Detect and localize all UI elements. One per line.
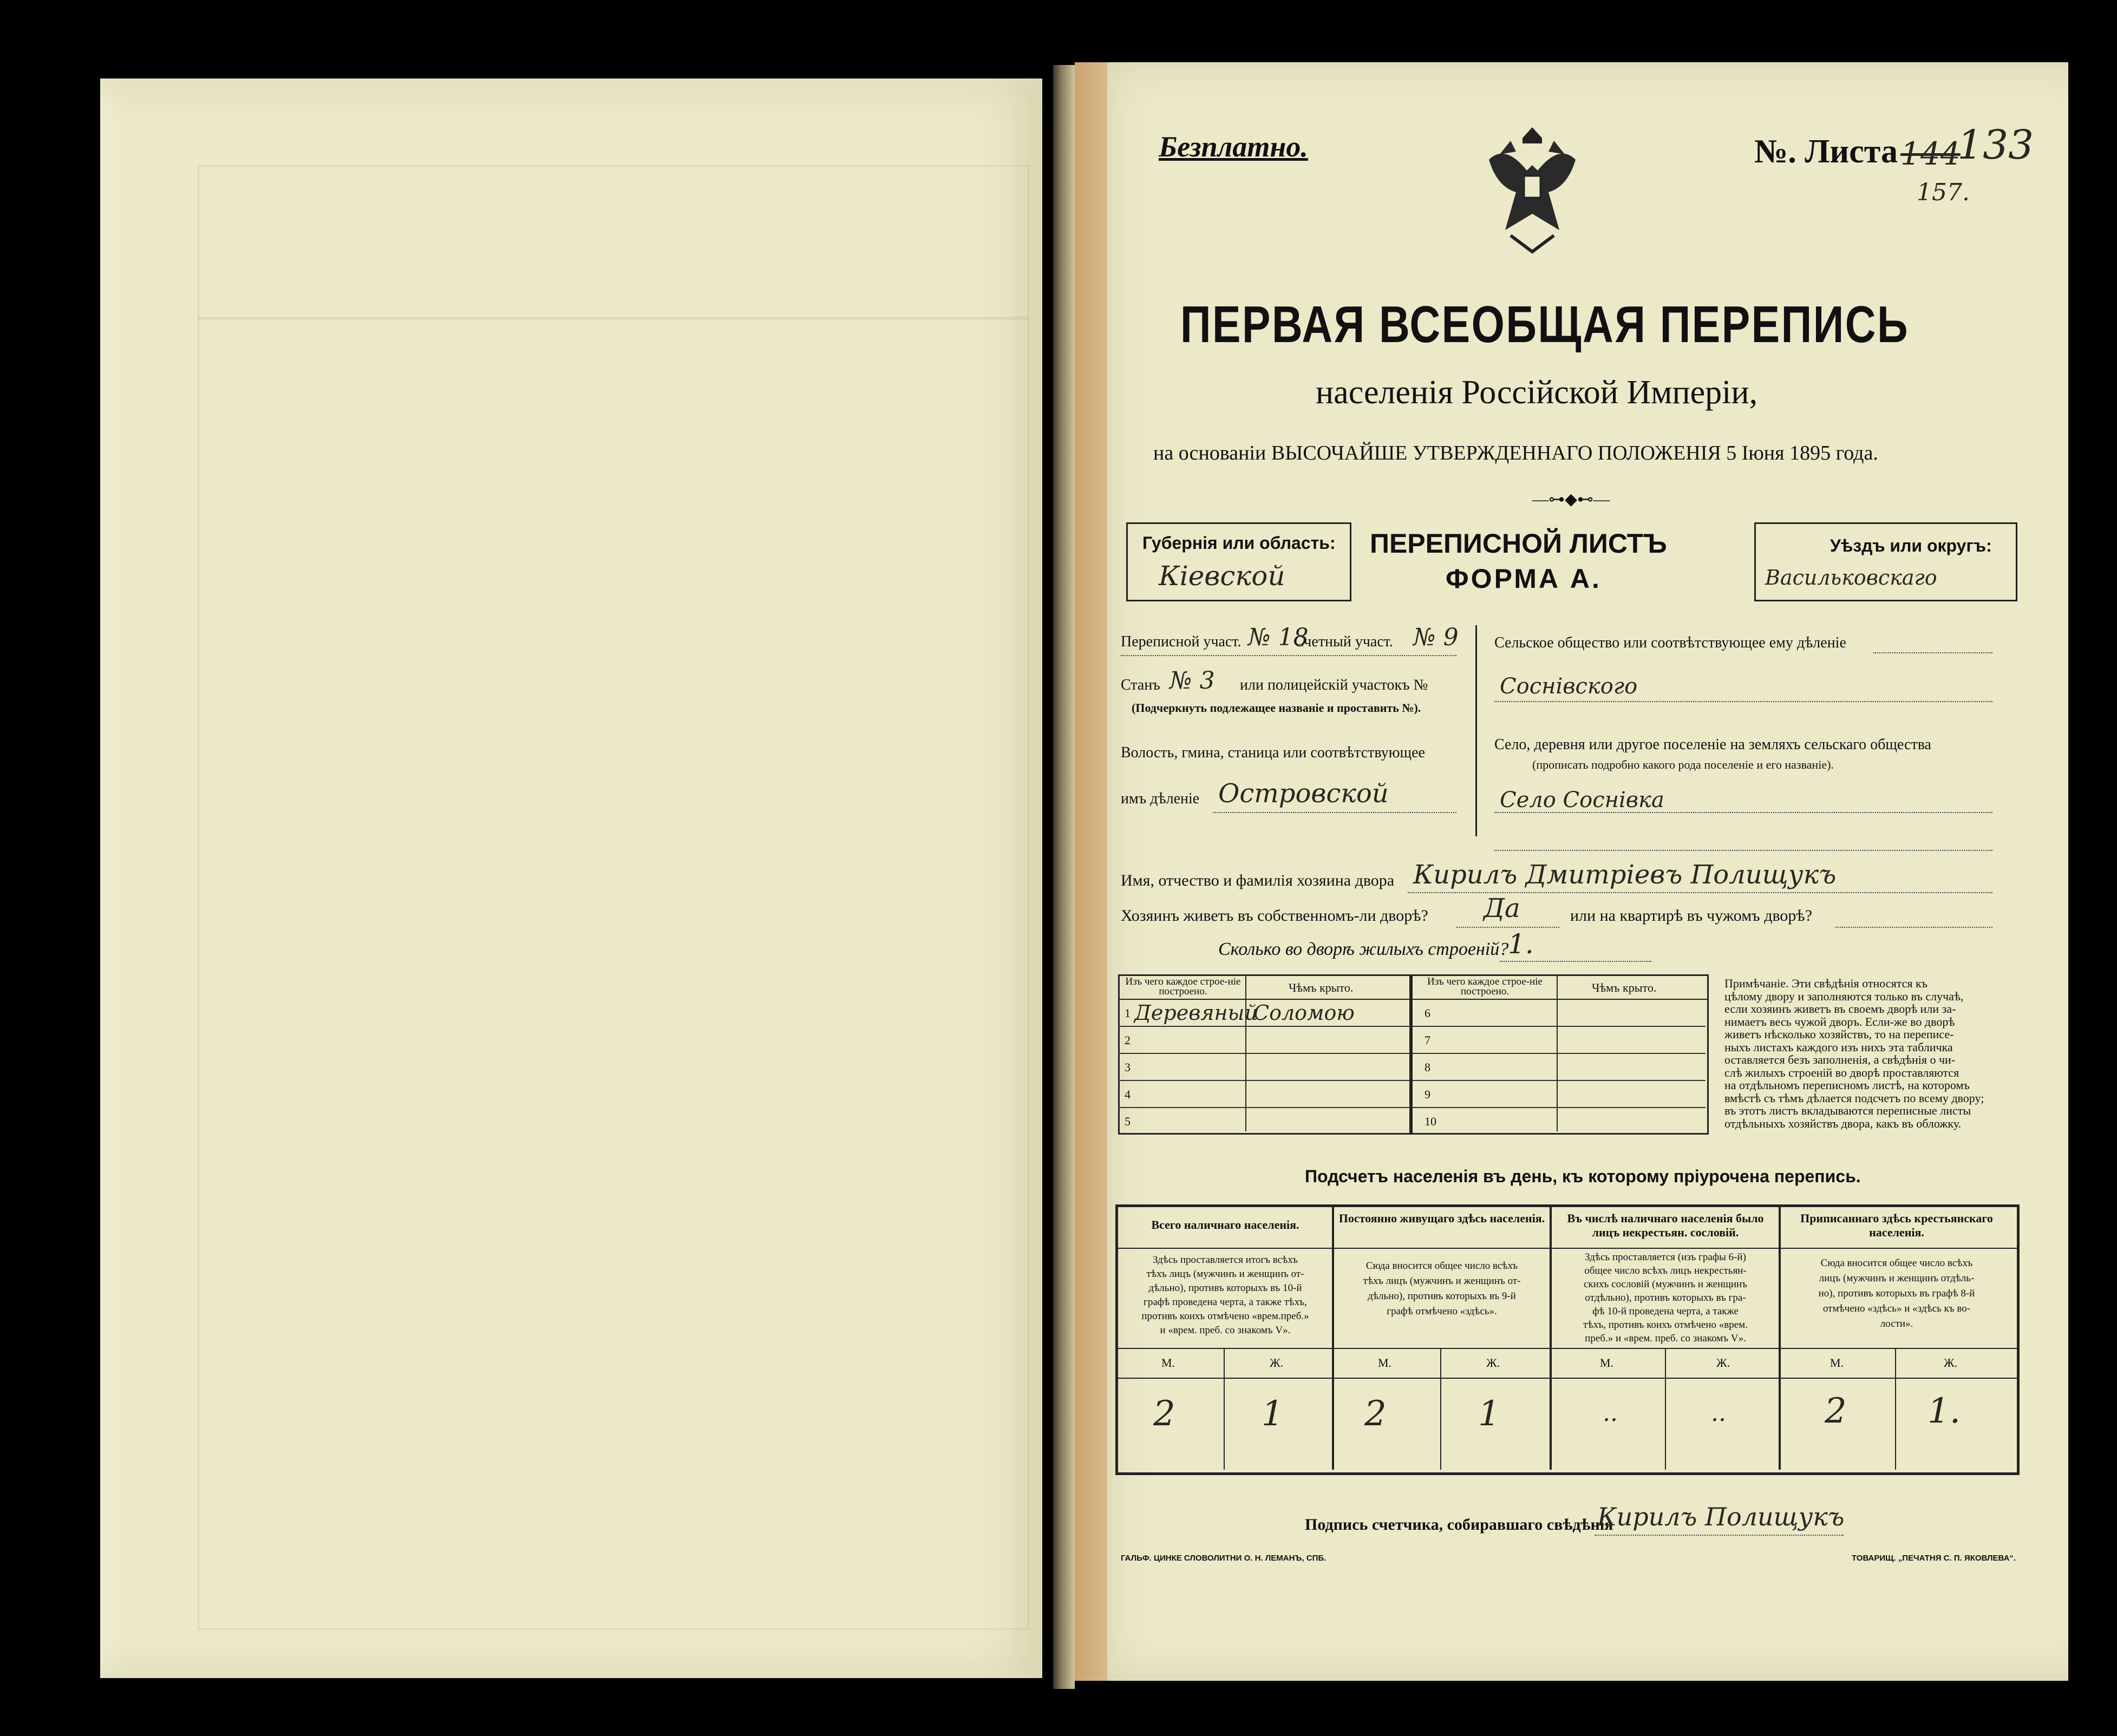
count-plot-label: Счетный участ. xyxy=(1294,633,1393,650)
form-title: ПЕРЕПИСНОЙ ЛИСТЪ xyxy=(1370,528,1667,559)
count-nonpeasant-m: .. xyxy=(1603,1399,1618,1427)
count-subdivider xyxy=(1895,1348,1896,1470)
count-divider xyxy=(1332,1204,1334,1470)
table-row xyxy=(1413,1081,1706,1108)
buildings-rows-left xyxy=(1118,1000,1410,1134)
own-yard-label: Хозяинъ живетъ въ собственномъ-ли дворѣ? xyxy=(1121,907,1428,925)
desc-line: графѣ проведена черта, а также тѣхъ, xyxy=(1144,1296,1307,1308)
count-desc-peasant xyxy=(1783,1256,2010,1332)
stan-number: № 3 xyxy=(1169,667,1215,695)
m-label: М. xyxy=(1830,1356,1844,1370)
village-value: Село Соснівка xyxy=(1500,788,1664,813)
census-plot-rule xyxy=(1121,655,1456,656)
uyezd-box xyxy=(1754,522,2017,601)
desc-line: противъ коихъ отмѣчено «врем.преб.» xyxy=(1141,1311,1309,1322)
desc-line: фѣ 10-й проведена черта, а также xyxy=(1592,1306,1739,1317)
row-number: 7 xyxy=(1425,1033,1430,1047)
uyezd-value: Васильковскаго xyxy=(1765,566,1937,589)
m-label: М. xyxy=(1378,1356,1392,1370)
desc-line: Сюда вносится общее число всѣхъ xyxy=(1365,1260,1518,1272)
census-decree: на основаніи ВЫСОЧАЙШЕ УТВЕРЖДЕННАГО ПОЛОЖЕНІЯ 5 Іюня 1895 года. xyxy=(1153,442,1878,464)
desc-line: отмѣчено «здѣсь» и «здѣсь къ во- xyxy=(1822,1303,1971,1314)
table-row xyxy=(1413,1054,1706,1081)
count-desc-total xyxy=(1120,1253,1331,1338)
left-page xyxy=(100,78,1042,1678)
note-line: въ этотъ листъ вкладываются переписные листы xyxy=(1724,1104,1971,1117)
buildings-col-roof: Чѣмъ крыто. xyxy=(1289,981,1354,994)
row-number: 4 xyxy=(1125,1088,1131,1101)
form-subtitle: ФОРМА А. xyxy=(1446,564,1602,594)
desc-line: графѣ отмѣчено «здѣсь». xyxy=(1387,1306,1497,1317)
count-subdivider xyxy=(1665,1348,1666,1470)
row-roof: Соломою xyxy=(1253,1001,1355,1025)
count-head-nonpeasant: Въ числѣ наличнаго населенія было лицъ некрестьян. сословій. xyxy=(1567,1211,1764,1239)
note-block xyxy=(1724,977,2011,1130)
desc-line: Сюда вносится общее число всѣхъ xyxy=(1820,1257,1973,1269)
own-yard-value: Да xyxy=(1484,893,1520,923)
buildings-col-material: Изъ чего каждое строе-ніе построено. xyxy=(1125,976,1241,997)
count-mz-line xyxy=(1115,1378,2017,1379)
buildings-col-roof-2: Чѣмъ крыто. xyxy=(1592,981,1657,994)
rent-label: или на квартирѣ въ чужомъ дворѣ? xyxy=(1570,907,1813,925)
table-row xyxy=(1118,1081,1410,1108)
desc-line: отдѣльно), противъ которыхъ въ гра- xyxy=(1585,1292,1746,1303)
desc-line: лицъ (мужчинъ и женщинъ отдѣль- xyxy=(1819,1273,1975,1284)
buildings-label: Сколько во дворѣ жилыхъ строеній? xyxy=(1218,939,1509,959)
police-label: или полицейскій участокъ № xyxy=(1240,677,1428,693)
table-row xyxy=(1413,1027,1706,1054)
census-subtitle: населенія Россійской Имперіи, xyxy=(1316,374,1758,411)
fields-divider xyxy=(1475,625,1477,836)
note-line: цѣлому двору и заполняются только въ случаѣ, xyxy=(1724,989,1964,1003)
table-row xyxy=(1118,1108,1410,1134)
sheet-number-sub: 157. xyxy=(1917,179,1970,206)
desc-line: дѣльно), противъ которыхъ въ 9-й xyxy=(1368,1290,1516,1302)
buildings-col-material-2: Изъ чего каждое строе-ніе построено. xyxy=(1427,976,1543,997)
page-margin-strip xyxy=(1075,62,1107,1681)
count-desc-nonpeasant xyxy=(1554,1250,1777,1345)
count-head-permanent: Постоянно живущаго здѣсь населенія. xyxy=(1338,1211,1545,1225)
desc-line: дѣльно), противъ которыхъ въ 10-й xyxy=(1148,1282,1302,1294)
volost-rule xyxy=(1213,812,1456,813)
society-value: Соснівского xyxy=(1500,674,1638,699)
note-line: на отдѣльномъ переписномъ листѣ, на которомъ xyxy=(1724,1078,1970,1092)
note-line: Примѣчаніе. Эти свѣдѣнія относятся къ xyxy=(1724,977,1928,990)
zh-label: Ж. xyxy=(1486,1356,1500,1370)
volost-label-1: Волость, гмина, станица или соотвѣтствующее xyxy=(1121,744,1425,761)
note-line: оставляется безъ заполненія, а свѣдѣнія о чи- xyxy=(1724,1053,1956,1066)
count-plot-number: № 9 xyxy=(1413,624,1459,651)
desc-line: скихъ сословій (мужчинъ и женщинъ xyxy=(1583,1279,1748,1290)
count-total-m: 2 xyxy=(1153,1394,1175,1434)
m-label: М. xyxy=(1161,1356,1175,1370)
free-label: Безплатно. xyxy=(1159,130,1308,163)
count-title: Подсчетъ населенія въ день, къ которому пріурочена перепись. xyxy=(1305,1167,1861,1186)
desc-line: лости». xyxy=(1880,1318,1913,1329)
row-number: 6 xyxy=(1425,1006,1430,1020)
owner-value: Кирилъ Дмитріевъ Полищукъ xyxy=(1413,860,1837,890)
count-permanent-zh: 1 xyxy=(1478,1394,1500,1434)
desc-line: преб.» и «врем. преб. со знакомъ V». xyxy=(1585,1333,1746,1344)
desc-line: Здѣсь проставляется итогъ всѣхъ xyxy=(1152,1254,1298,1266)
count-desc-line xyxy=(1115,1348,2017,1349)
ornament-divider: —⊶◆⊷— xyxy=(1532,490,1610,508)
buildings-value: 1. xyxy=(1508,928,1534,960)
society-rule-a xyxy=(1873,652,1992,653)
count-subdivider xyxy=(1224,1348,1225,1470)
desc-line: тѣхъ, противъ коихъ отмѣчено «врем. xyxy=(1583,1319,1748,1331)
buildings-rows-right xyxy=(1413,1000,1706,1134)
count-nonpeasant-zh: .. xyxy=(1711,1399,1726,1427)
m-label: М. xyxy=(1600,1356,1614,1370)
note-line: ныхъ листахъ каждого изъ нихъ эта табличка xyxy=(1724,1040,1953,1054)
table-row xyxy=(1413,1108,1706,1134)
row-number: 2 xyxy=(1125,1033,1131,1047)
table-row xyxy=(1413,1000,1706,1027)
desc-line: тѣхъ лицъ (мужчинъ и женщинъ от- xyxy=(1146,1268,1304,1280)
imperial-eagle-icon xyxy=(1478,122,1586,257)
zh-label: Ж. xyxy=(1944,1356,1958,1370)
society-rule-b xyxy=(1494,701,1992,702)
volost-label-2: имъ дѣленіе xyxy=(1121,790,1200,807)
bleed-through-frame xyxy=(198,165,1029,1630)
count-head-peasant: Приписаннаго здѣсь крестьянскаго населенія. xyxy=(1800,1211,1993,1239)
guberniya-label: Губернія или область: xyxy=(1142,533,1336,553)
village-note: (прописать подробно какого рода поселеніе и его названіе). xyxy=(1532,758,1834,771)
count-head-line xyxy=(1115,1248,2017,1249)
count-total-zh: 1 xyxy=(1262,1394,1284,1434)
book-binding xyxy=(1053,65,1075,1689)
rent-rule xyxy=(1835,927,1992,928)
count-peasant-m: 2 xyxy=(1825,1391,1847,1431)
count-desc-permanent xyxy=(1336,1259,1547,1319)
table-row xyxy=(1118,1000,1410,1027)
footer-printer-left: ГАЛЬФ. ЦИНКЕ СЛОВОЛИТНИ О. Н. ЛЕМАНЪ, СПБ. xyxy=(1121,1554,1327,1563)
sheet-number-label: №. Листа xyxy=(1754,133,1898,170)
row-material: Деревяный xyxy=(1134,1001,1258,1025)
desc-line: тѣхъ лицъ (мужчинъ и женщинъ от- xyxy=(1363,1275,1521,1287)
desc-line: но), противъ которыхъ въ графѣ 8-й xyxy=(1818,1288,1975,1299)
census-plot-number: № 18 xyxy=(1248,624,1309,651)
signature-label: Подпись счетчика, собиравшаго свѣдѣнія xyxy=(1305,1516,1613,1534)
zh-label: Ж. xyxy=(1270,1356,1284,1370)
note-line: живетъ нѣсколько хозяйствъ, то на переписе- xyxy=(1724,1027,1954,1041)
row-number: 9 xyxy=(1425,1088,1430,1101)
count-divider xyxy=(1550,1204,1552,1470)
signature-rule xyxy=(1595,1535,1844,1536)
note-line: если хозяинъ живетъ въ своемъ дворѣ или за- xyxy=(1724,1002,1956,1016)
bleed-through-line xyxy=(198,317,1029,320)
row-number: 8 xyxy=(1425,1060,1430,1074)
census-title: ПЕРВАЯ ВСЕОБЩАЯ ПЕРЕПИСЬ xyxy=(1180,296,1910,353)
count-permanent-m: 2 xyxy=(1364,1394,1387,1434)
guberniya-value: Кіевской xyxy=(1159,560,1285,592)
own-yard-rule xyxy=(1456,927,1559,928)
stan-label: Станъ xyxy=(1121,677,1160,693)
table-row xyxy=(1118,1027,1410,1054)
count-divider xyxy=(1779,1204,1781,1470)
note-line: слѣ жилыхъ строеній во дворѣ проставляются xyxy=(1724,1065,1959,1079)
buildings-rule xyxy=(1500,961,1651,962)
note-line: вмѣстѣ съ тѣмъ дѣлается подсчетъ по всему двору; xyxy=(1724,1091,1984,1105)
society-label: Сельское общество или соотвѣтствующее ему дѣленіе xyxy=(1494,634,1846,651)
village-rule-2 xyxy=(1494,850,1992,851)
row-number: 3 xyxy=(1125,1060,1131,1074)
count-subdivider xyxy=(1440,1348,1441,1470)
count-peasant-zh: 1. xyxy=(1927,1391,1961,1431)
note-line: отдѣльныхъ хозяйствъ двора, какъ въ обложку. xyxy=(1724,1116,1962,1130)
desc-line: Здѣсь проставляется (изъ графы 6-й) xyxy=(1585,1252,1746,1263)
signature-value: Кирилъ Полищукъ xyxy=(1597,1502,1845,1531)
volost-value: Островской xyxy=(1218,778,1389,809)
row-number: 5 xyxy=(1125,1115,1131,1128)
sheet-number-struck: 144 xyxy=(1900,135,1961,172)
village-label: Село, деревня или другое поселеніе на земляхъ сельскаго общества xyxy=(1494,736,1931,753)
village-rule xyxy=(1494,812,1992,813)
footer-printer-right: ТОВАРИЩ. „ПЕЧАТНЯ С. П. ЯКОВЛЕВА“. xyxy=(1852,1554,2016,1563)
row-number: 10 xyxy=(1425,1115,1436,1128)
row-number: 1 xyxy=(1125,1006,1131,1020)
owner-label: Имя, отчество и фамилія хозяина двора xyxy=(1121,872,1395,889)
note-line: нимаетъ весь чужой дворъ. Если-же во дворѣ xyxy=(1724,1014,1955,1029)
underline-note: (Подчеркнуть подлежащее названіе и проставить №). xyxy=(1132,701,1421,715)
sheet-number-new: 133 xyxy=(1957,122,2034,168)
desc-line: и «врем. преб. со знакомъ V». xyxy=(1160,1325,1291,1336)
table-row xyxy=(1118,1054,1410,1081)
census-plot-label: Переписной участ. xyxy=(1121,633,1242,650)
uyezd-label: Уѣздъ или округъ: xyxy=(1830,536,1992,555)
desc-line: общее число всѣхъ лицъ некрестьян- xyxy=(1584,1265,1747,1276)
zh-label: Ж. xyxy=(1716,1356,1730,1370)
count-head-total: Всего наличнаго населенія. xyxy=(1151,1218,1299,1231)
